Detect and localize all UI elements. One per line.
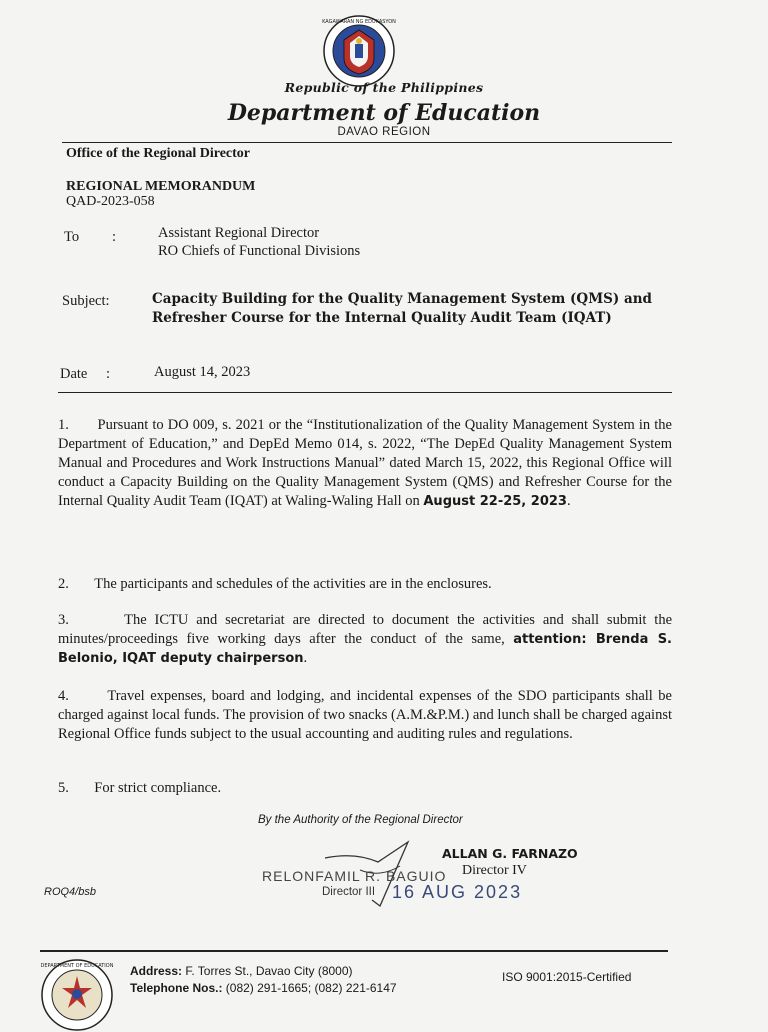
address-label: Address:	[130, 964, 183, 978]
reference-code: ROQ4/bsb	[44, 886, 96, 898]
telephone-label: Telephone Nos.:	[130, 981, 223, 995]
footer-divider	[40, 950, 668, 952]
paragraph-2	[58, 575, 672, 594]
initial-name: RELONFAMIL R. BAGUIO	[262, 868, 447, 884]
date-colon: :	[106, 366, 111, 382]
svg-text:DEPARTMENT OF EDUCATION: DEPARTMENT OF EDUCATION	[40, 963, 114, 969]
paragraph-1	[58, 416, 672, 511]
department-of-education-seal-logo	[40, 958, 114, 1032]
paragraph-5-number: 5.	[58, 780, 69, 796]
paragraph-2-text: The participants and schedules of the activities are in the enclosures.	[94, 576, 492, 592]
memo-type: REGIONAL MEMORANDUM	[66, 179, 256, 194]
to-label: To	[64, 229, 80, 245]
svg-text:KAGAWARAN NG EDUKASYON: KAGAWARAN NG EDUKASYON	[322, 19, 396, 25]
paragraph-1-number: 1.	[58, 417, 69, 433]
memo-number: QAD-2023-058	[66, 194, 155, 209]
paragraph-2-number: 2.	[58, 576, 69, 592]
paragraph-3-number: 3.	[58, 612, 69, 628]
subject-text: Capacity Building for the Quality Management System (QMS) and Refresher Course for the Internal Quality Audit Team (IQAT)	[152, 291, 652, 326]
region-heading: DAVAO REGION	[337, 126, 431, 138]
header-divider	[62, 142, 672, 143]
paragraph-1-text: Pursuant to DO 009, s. 2021 or the “Institutionalization of the Quality Management System in the Department of Education,” and DepEd Memo 014, s. 2022, “The DepEd Quality Management System Manual and Procedures and Work Instructions Manual” dated March 15, 2022, this Regional Office will conduct a Capacity Building on the Quality Management System (QMS) and Refresher Course for the Internal Quality Audit Team (IQAT) at Waling-Waling Hall on	[58, 417, 672, 509]
date-label: Date	[60, 366, 88, 382]
received-date-stamp: 16 AUG 2023	[392, 882, 523, 902]
footer-address	[130, 964, 353, 978]
paragraph-3-text: The ICTU and secretariat are directed to document the activities and shall submit the minutes/proceedings five working days after the conduct of the same,	[58, 612, 673, 647]
paragraph-3	[58, 611, 672, 668]
paragraph-4	[58, 687, 672, 744]
initial-title: Director III	[322, 886, 376, 898]
paragraph-3-bold: attention: Brenda S. Belonio, IQAT deputy chairperson	[58, 632, 672, 666]
footer-telephone	[130, 981, 397, 995]
date-divider	[58, 392, 672, 393]
paragraph-1-bold: August 22-25, 2023	[423, 494, 567, 509]
paragraph-4-number: 4.	[58, 688, 69, 704]
director-name: ALLAN G. FARNAZO	[442, 846, 578, 861]
paragraph-5-text: For strict compliance.	[94, 780, 222, 796]
paragraph-5	[58, 779, 672, 798]
department-heading: Department of Education	[227, 100, 541, 126]
to-colon: :	[112, 229, 117, 245]
memo-date: August 14, 2023	[154, 364, 251, 380]
iso-certification: ISO 9001:2015-Certified	[502, 970, 632, 984]
paragraph-3-end: .	[303, 650, 308, 666]
address-value: F. Torres St., Davao City (8000)	[182, 964, 353, 978]
deped-seal-logo	[322, 14, 396, 88]
recipient-1: Assistant Regional Director	[158, 225, 320, 241]
recipient-2: RO Chiefs of Functional Divisions	[158, 243, 361, 259]
authority-line: By the Authority of the Regional Director	[258, 814, 463, 826]
telephone-value: (082) 291-1665; (082) 221-6147	[222, 981, 397, 995]
director-title: Director IV	[462, 863, 527, 878]
paragraph-4-text: Travel expenses, board and lodging, and incidental expenses of the SDO participants shall be charged against local funds. The provision of two snacks (A.M.&P.M.) and lunch shall be charged against Regional Office funds subject to the usual accounting and auditing rules and regulations.	[58, 688, 672, 742]
republic-heading: Republic of the Philippines	[284, 80, 484, 95]
subject-label: Subject:	[62, 293, 110, 309]
paragraph-1-end: .	[566, 493, 571, 509]
office-label: Office of the Regional Director	[66, 146, 251, 161]
